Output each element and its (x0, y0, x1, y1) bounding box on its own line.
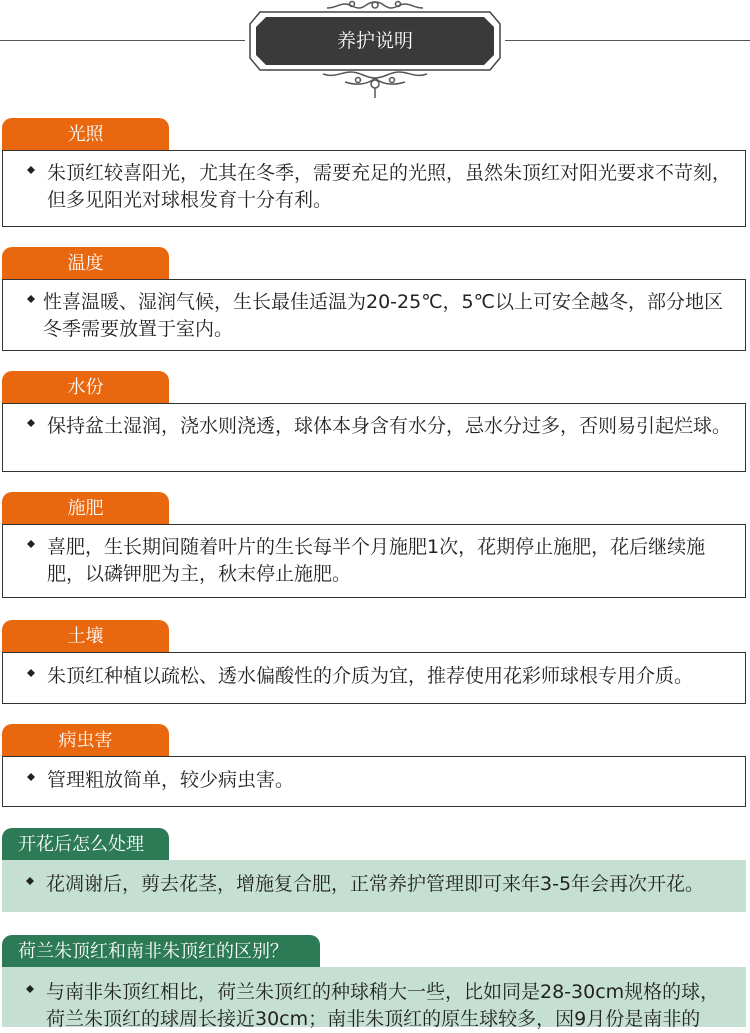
section-box-pests (2, 756, 746, 807)
bullet-icon (27, 669, 35, 677)
section-box-temperature (2, 279, 746, 351)
list-item (3, 757, 745, 794)
section-text-pests: 管理粗放简单，较少病虫害。 (47, 769, 295, 791)
list-item (3, 653, 745, 690)
section-text-soil: 朱顶红种植以疏松、透水偏酸性的介质为宜，推荐使用花彩师球根专用介质。 (47, 665, 694, 687)
header-banner (0, 0, 750, 100)
section-box-light (2, 150, 746, 227)
section-tab-fertilizer: 施肥 (2, 492, 169, 525)
bullet-icon (27, 540, 35, 548)
section-text-after-flowering: 花凋谢后，剪去花茎，增施复合肥，正常养护管理即可来年3-5年会再次开花。 (46, 873, 705, 895)
list-item (3, 280, 745, 343)
section-text-fertilizer: 喜肥，生长期间随着叶片的生长每半个月施肥1次，花期停止施肥，花后继续施肥，以磷钾肥为主，秋末停止施肥。 (47, 536, 706, 585)
bullet-icon (26, 985, 34, 993)
section-box-soil (2, 652, 746, 704)
section-tab-pests: 病虫害 (2, 724, 169, 757)
list-item (2, 860, 746, 898)
section-box-difference (2, 967, 746, 1030)
section-tab-temperature: 温度 (2, 247, 169, 280)
list-item (3, 404, 745, 440)
section-tab-light: 光照 (2, 118, 169, 151)
section-tab-after-flowering: 开花后怎么处理 (2, 828, 169, 861)
section-text-difference: 与南非朱顶红相比，荷兰朱顶红的种球稍大一些，比如同是28-30cm规格的球，荷兰朱顶红的球周长接近30cm；南非朱顶红的原生球较多，因9月份是南非的 (46, 981, 720, 1030)
header-divider-left (0, 40, 245, 41)
section-box-water (2, 403, 746, 472)
section-tab-water: 水份 (2, 371, 169, 404)
page-title: 养护说明 (336, 30, 413, 52)
section-box-after-flowering (2, 860, 746, 912)
section-text-light: 朱顶红较喜阳光，尤其在冬季，需要充足的光照，虽然朱顶红对阳光要求不苛刻，但多见阳光对球根发育十分有利。 (47, 162, 732, 211)
bullet-icon (26, 877, 34, 885)
section-text-temperature: 性喜温暖、湿润气候，生长最佳适温为20-25℃，5℃以上可安全越冬，部分地区冬季需要放置于室内。 (43, 291, 723, 340)
bullet-icon (27, 419, 35, 427)
list-item (3, 525, 745, 588)
section-text-water: 保持盆土湿润，浇水则浇透，球体本身含有水分，忌水分过多，否则易引起烂球。 (47, 415, 732, 437)
section-box-fertilizer (2, 524, 746, 598)
list-item (3, 151, 745, 214)
section-tab-soil: 土壤 (2, 620, 169, 653)
header-divider-right (505, 40, 750, 41)
bullet-icon (27, 773, 35, 781)
bullet-icon (27, 166, 35, 174)
section-tab-difference: 荷兰朱顶红和南非朱顶红的区别？ (2, 935, 320, 968)
list-item (2, 967, 746, 1033)
bullet-icon (27, 295, 35, 303)
